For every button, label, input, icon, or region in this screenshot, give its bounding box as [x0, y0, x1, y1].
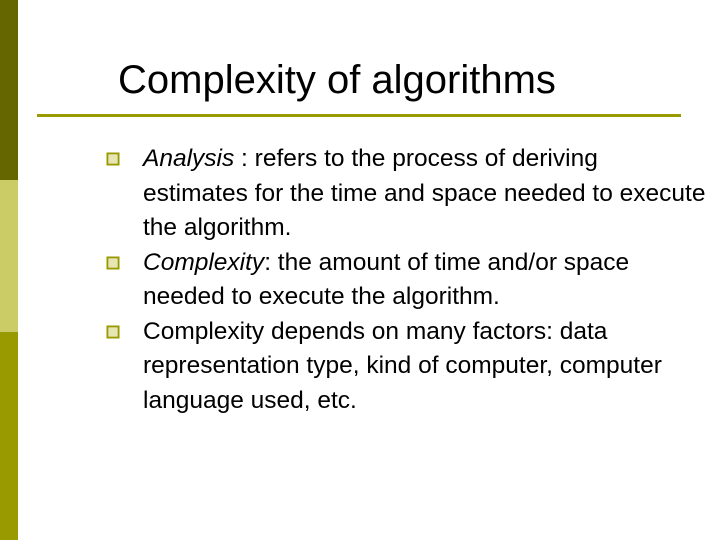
accent-bar-top-segment [0, 0, 18, 180]
bullet-term: Analysis [143, 145, 235, 172]
accent-bar-bottom-segment [0, 332, 18, 540]
left-accent-bar [0, 0, 18, 540]
bullet-list [106, 142, 706, 418]
accent-bar-middle-segment [0, 180, 18, 332]
bullet-item-complexity-factors [106, 315, 706, 419]
hollow-square-bullet-icon [106, 325, 120, 339]
bullet-text: : refers to the process of deriving estimates for the time and space needed to execute the algorithm. [143, 145, 706, 241]
bullet-term: Complexity [143, 248, 265, 276]
slide-title: Complexity of algorithms [118, 58, 556, 102]
hollow-square-bullet-icon [106, 152, 120, 166]
bullet-text: Complexity depends on many factors: data representation type, kind of computer, computer language used, etc. [143, 317, 662, 414]
title-underline [37, 114, 681, 117]
bullet-item-analysis [106, 142, 706, 246]
hollow-square-bullet-icon [106, 256, 120, 270]
bullet-item-complexity-definition [106, 246, 706, 315]
bullet-text: : the amount of time and/or space needed to execute the algorithm. [143, 248, 630, 310]
